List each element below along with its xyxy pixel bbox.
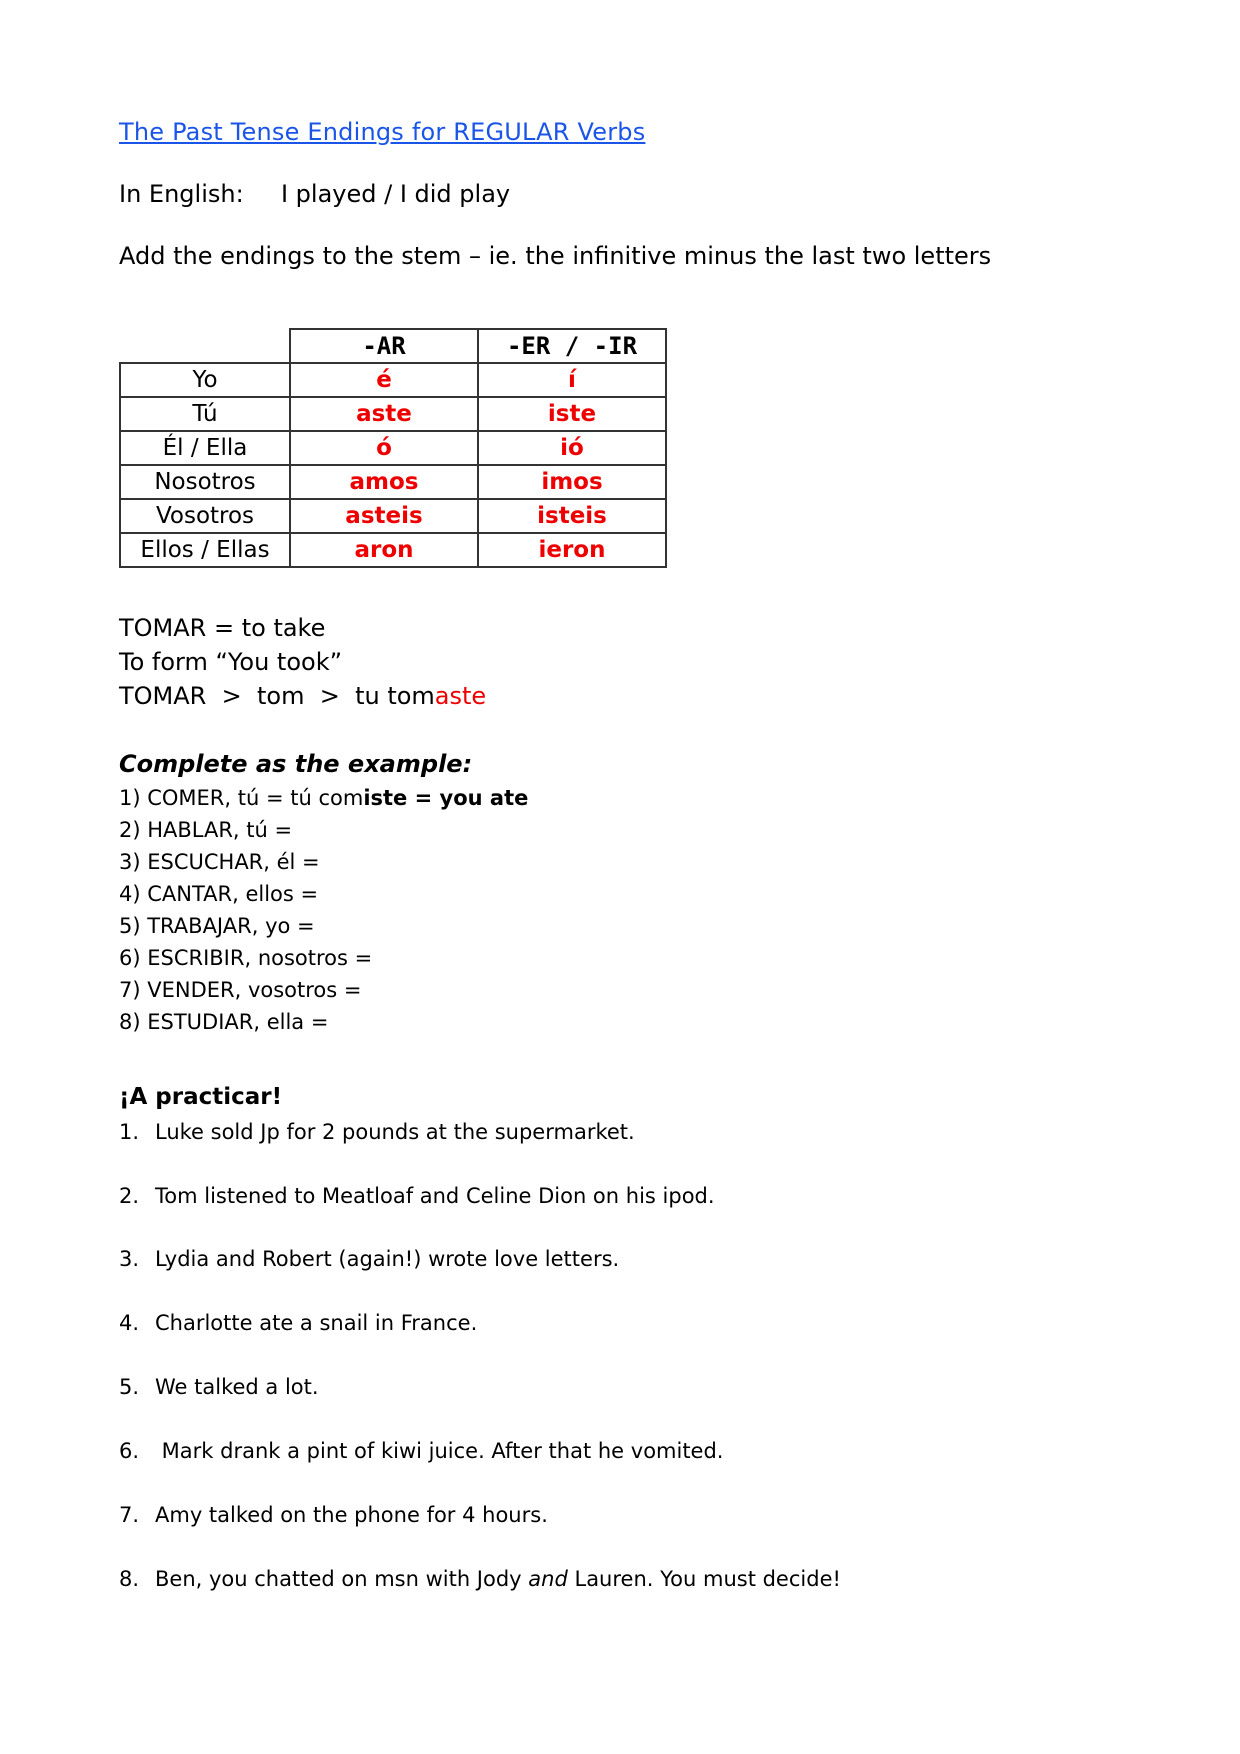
practice-number: 4. <box>119 1311 140 1335</box>
page-title: The Past Tense Endings for REGULAR Verbs <box>119 118 646 146</box>
er-ir-ending-cell: ió <box>478 431 666 465</box>
example-line-1: TOMAR = to take <box>119 614 326 642</box>
english-text: I played / I did play <box>280 180 511 208</box>
endings-table <box>119 328 667 568</box>
table-corner <box>120 329 290 363</box>
practice-number: 8. <box>119 1567 140 1591</box>
exercise-answer: = you ate <box>407 786 529 810</box>
er-ir-ending-cell: iste <box>478 397 666 431</box>
pronoun-cell: Yo <box>120 363 290 397</box>
practice-text: Ben, you chatted on msn with Jody <box>155 1567 529 1591</box>
practice-text: Amy talked on the phone for 4 hours. <box>155 1503 548 1527</box>
exercise-heading: Complete as the example: <box>119 750 473 778</box>
practice-number: 7. <box>119 1503 140 1527</box>
ar-ending-cell: é <box>290 363 478 397</box>
practice-item <box>119 1375 319 1399</box>
pronoun-cell: Nosotros <box>120 465 290 499</box>
exercise-item: 7) VENDER, vosotros = <box>119 978 362 1002</box>
exercise-item: 6) ESCRIBIR, nosotros = <box>119 946 373 970</box>
exercise-item: 5) TRABAJAR, yo = <box>119 914 315 938</box>
practice-text: Luke sold Jp for 2 pounds at the supermarket. <box>155 1120 635 1144</box>
example-line-2: To form “You took” <box>119 648 343 676</box>
practice-number: 6. <box>119 1439 140 1463</box>
header-ar: -AR <box>290 329 478 363</box>
practice-number: 3. <box>119 1247 140 1271</box>
practice-text: Lydia and Robert (again!) wrote love letters. <box>155 1247 620 1271</box>
practice-text: Mark drank a pint of kiwi juice. After that he vomited. <box>155 1439 724 1463</box>
er-ir-ending-cell: imos <box>478 465 666 499</box>
practice-item <box>119 1567 841 1591</box>
exercise-item-1 <box>119 786 528 810</box>
practice-text-italic: and <box>528 1567 568 1591</box>
practice-heading: ¡A practicar! <box>119 1084 283 1110</box>
practice-item <box>119 1311 477 1335</box>
table-row <box>120 499 666 533</box>
exercise-item: 4) CANTAR, ellos = <box>119 882 319 906</box>
pronoun-cell: Tú <box>120 397 290 431</box>
practice-item <box>119 1120 635 1144</box>
english-line <box>119 180 510 208</box>
practice-text: We talked a lot. <box>155 1375 319 1399</box>
practice-item <box>119 1184 715 1208</box>
table-row <box>120 397 666 431</box>
table-row <box>120 363 666 397</box>
practice-number: 2. <box>119 1184 140 1208</box>
exercise-item: 3) ESCUCHAR, él = <box>119 850 320 874</box>
ar-ending-cell: ó <box>290 431 478 465</box>
practice-text: Tom listened to Meatloaf and Celine Dion on his ipod. <box>155 1184 715 1208</box>
exercise-item: 8) ESTUDIAR, ella = <box>119 1010 329 1034</box>
practice-number: 5. <box>119 1375 140 1399</box>
example-stem: TOMAR > tom > tu tom <box>119 682 435 710</box>
instruction: Add the endings to the stem – ie. the infinitive minus the last two letters <box>119 242 992 270</box>
practice-item <box>119 1503 548 1527</box>
practice-text: Charlotte ate a snail in France. <box>155 1311 478 1335</box>
ar-ending-cell: amos <box>290 465 478 499</box>
ar-ending-cell: aron <box>290 533 478 567</box>
ar-ending-cell: aste <box>290 397 478 431</box>
table-row <box>120 533 666 567</box>
pronoun-cell: Ellos / Ellas <box>120 533 290 567</box>
pronoun-cell: Vosotros <box>120 499 290 533</box>
er-ir-ending-cell: isteis <box>478 499 666 533</box>
er-ir-ending-cell: ieron <box>478 533 666 567</box>
table-row <box>120 431 666 465</box>
practice-item <box>119 1439 724 1463</box>
exercise-ending: iste <box>363 786 408 810</box>
practice-number: 1. <box>119 1120 140 1144</box>
header-er-ir: -ER / -IR <box>478 329 666 363</box>
english-label: In English: <box>119 180 244 208</box>
er-ir-ending-cell: í <box>478 363 666 397</box>
table-header-row <box>120 329 666 363</box>
pronoun-cell: Él / Ella <box>120 431 290 465</box>
exercise-prefix: 1) COMER, tú = tú com <box>119 786 364 810</box>
practice-item <box>119 1247 619 1271</box>
example-ending: aste <box>434 682 487 710</box>
table-row <box>120 465 666 499</box>
ar-ending-cell: asteis <box>290 499 478 533</box>
example-line-3 <box>119 682 486 710</box>
practice-text-end: Lauren. You must decide! <box>567 1567 841 1591</box>
exercise-item: 2) HABLAR, tú = <box>119 818 293 842</box>
